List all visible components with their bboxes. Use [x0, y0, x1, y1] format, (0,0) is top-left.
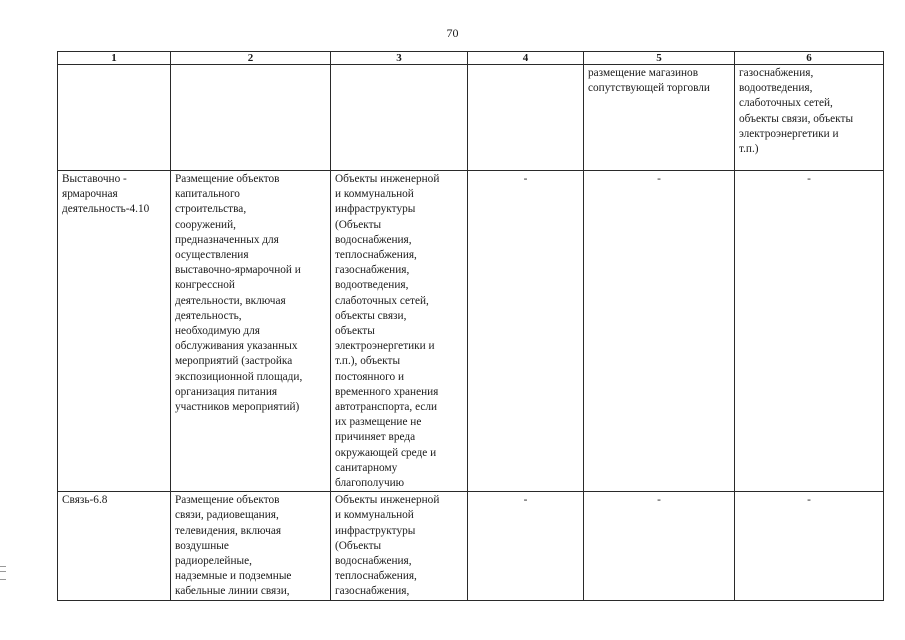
table-row	[58, 492, 884, 600]
cell-description	[171, 65, 331, 171]
cell-col-6: -	[735, 492, 884, 600]
header-col-4: 4	[468, 52, 584, 65]
table-row	[58, 171, 884, 492]
header-col-3: 3	[331, 52, 468, 65]
regulations-table	[57, 51, 884, 601]
header-row	[58, 52, 884, 65]
cell-auxiliary-uses	[331, 65, 468, 171]
cell-auxiliary-uses: Объекты инженерной и коммунальной инфраструктуры (Объекты водоснабжения, теплоснабжения, газоснабжения, водоотведения, слаботочных сетей, объекты связи, объекты электроэнергетики и т.п.), объекты постоянного и временного хранения автотранспорта, если их размещение не причиняет вреда окружающей среде и санитарному благополучию	[331, 171, 468, 492]
page-number: 70	[446, 26, 459, 40]
cell-description: Размещение объектов капитального строительства, сооружений, предназначенных для осуществления выставочно-ярмарочной и конгрессной деятельности, включая деятельность, необходимую для обслуживания указанных мероприятий (застройка экспозиционной площади, организация питания участников мероприятий)	[171, 171, 331, 492]
header-col-5: 5	[584, 52, 735, 65]
cell-col-5: -	[584, 171, 735, 492]
cell-col-4	[468, 65, 584, 171]
cell-auxiliary-uses: Объекты инженерной и коммунальной инфраструктуры (Объекты водоснабжения, теплоснабжения, газоснабжения,	[331, 492, 468, 600]
cell-use-type: Связь-6.8	[58, 492, 171, 600]
cell-col-4: -	[468, 492, 584, 600]
cell-col-5: размещение магазинов сопутствующей торговли	[584, 65, 735, 171]
header-col-2: 2	[171, 52, 331, 65]
cell-use-type: Выставочно - ярмарочная деятельность-4.10	[58, 171, 171, 492]
cell-col-6: -	[735, 171, 884, 492]
cell-use-type	[58, 65, 171, 171]
table-row	[58, 65, 884, 171]
binding-margin-mark	[0, 566, 6, 580]
header-col-1: 1	[58, 52, 171, 65]
cell-col-6: газоснабжения, водоотведения, слаботочных сетей, объекты связи, объекты электроэнергетики и т.п.)	[735, 65, 884, 171]
cell-col-5: -	[584, 492, 735, 600]
cell-col-4: -	[468, 171, 584, 492]
header-col-6: 6	[735, 52, 884, 65]
cell-description: Размещение объектов связи, радиовещания, телевидения, включая воздушные радиорелейные, надземные и подземные кабельные линии связи,	[171, 492, 331, 600]
